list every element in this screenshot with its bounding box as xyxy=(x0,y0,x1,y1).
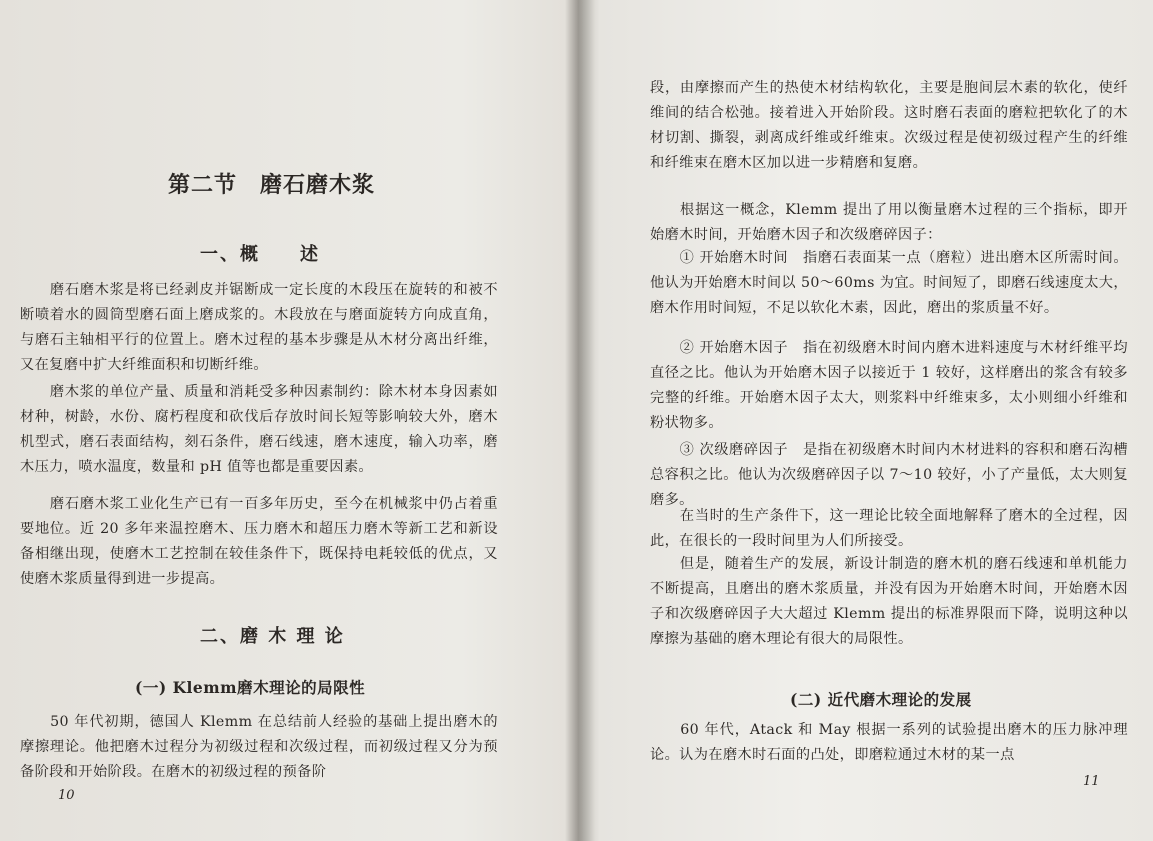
subheading-modern: (二) 近代磨木理论的发展 xyxy=(790,690,972,709)
paragraph-factors: 磨木浆的单位产量、质量和消耗受多种因素制约：除木材本身因素如材种，树龄，水份、腐朽程度和砍伐后存放时间长短等影响较大外，磨木机型式，磨石表面结构，刻石条件，磨石线速，磨木速度，输入功率，磨木压力，喷水温度，数量和 pH 值等也都是重要因素。 xyxy=(20,384,498,475)
section-title: 第二节 磨石磨木浆 xyxy=(168,172,376,198)
paragraph-indicators: 根据这一概念，Klemm 提出了用以衡量磨木过程的三个指标，即开始磨木时间，开始磨木因子和次级磨碎因子： xyxy=(650,202,1128,243)
paragraph-start-time: ① 开始磨木时间 指磨石表面某一点（磨粒）进出磨木区所需时间。他认为开始磨木时间以 50～60ms 为宜。时间短了，即磨石线速度太大，磨木作用时间短，不足以软化木素，因此，磨出的浆质量不好。 xyxy=(650,250,1128,316)
paragraph-continued: 段，由摩擦而产生的热使木材结构软化，主要是胞间层木素的软化，使纤维间的结合松弛。接着进入开始阶段。这时磨石表面的磨粒把软化了的木材切割、撕裂，剥离成纤维或纤维束。次级过程是使初级过程产生的纤维和纤维束在磨木区加以进一步精磨和复磨。 xyxy=(650,80,1128,171)
paragraph-atack-may: 60 年代，Atack 和 May 根据一系列的试验提出磨木的压力脉冲理论。认为在磨木时石面的凸处，即磨粒通过木材的某一点 xyxy=(650,722,1128,763)
paragraph-start-factor: ② 开始磨木因子 指在初级磨木时间内磨木进料速度与木材纤维平均直径之比。他认为开始磨木因子以接近于 1 较好，这样磨出的浆含有较多完整的纤维。开始磨木因子太大，则浆料中纤维束多，太小则细小纤维和粉状物多。 xyxy=(650,340,1128,431)
page-number-right: 11 xyxy=(1083,774,1100,789)
page-number-left: 10 xyxy=(58,788,75,803)
paragraph-intro: 磨石磨木浆是将已经剥皮并锯断成一定长度的木段压在旋转的和被不断喷着水的圆筒型磨石面上磨成浆的。木段放在与磨面旋转方向成直角，与磨石主轴相平行的位置上。磨木过程的基本步骤是从木材分离出纤维，又在复磨中扩大纤维面积和切断纤维。 xyxy=(20,282,498,373)
heading-overview: 一、概 述 xyxy=(200,244,320,265)
paragraph-limitations: 但是，随着生产的发展，新设计制造的磨木机的磨石线速和单机能力不断提高，且磨出的磨木浆质量，并没有因为开始磨木时间，开始磨木因子和次级磨碎因子大大超过 Klemm 提出的标准界限而下降，说明这种以摩擦为基础的磨木理论有很大的局限性。 xyxy=(650,556,1128,647)
subheading-klemm: (一) Klemm磨木理论的局限性 xyxy=(135,678,366,697)
right-page xyxy=(595,0,1153,841)
paragraph-accepted: 在当时的生产条件下，这一理论比较全面地解释了磨木的全过程，因此，在很长的一段时间里为人们所接受。 xyxy=(650,508,1128,549)
heading-theory: 二、磨 木 理 论 xyxy=(200,626,345,647)
paragraph-klemm: 50 年代初期，德国人 Klemm 在总结前人经验的基础上提出磨木的摩擦理论。他把磨木过程分为初级过程和次级过程，而初级过程又分为预备阶段和开始阶段。在磨木的初级过程的预备阶 xyxy=(20,714,498,780)
paragraph-secondary-factor: ③ 次级磨碎因子 是指在初级磨木时间内木材进料的容积和磨石沟槽总容积之比。他认为次级磨碎因子以 7～10 较好，小了产量低，太大则复磨多。 xyxy=(650,442,1128,508)
paragraph-history: 磨石磨木浆工业化生产已有一百多年历史，至今在机械浆中仍占着重要地位。近 20 多年来温控磨木、压力磨木和超压力磨木等新工艺和新设备相继出现，使磨木工艺控制在较佳条件下，既保持电耗较低的优点，又使磨木浆质量得到进一步提高。 xyxy=(20,496,498,587)
